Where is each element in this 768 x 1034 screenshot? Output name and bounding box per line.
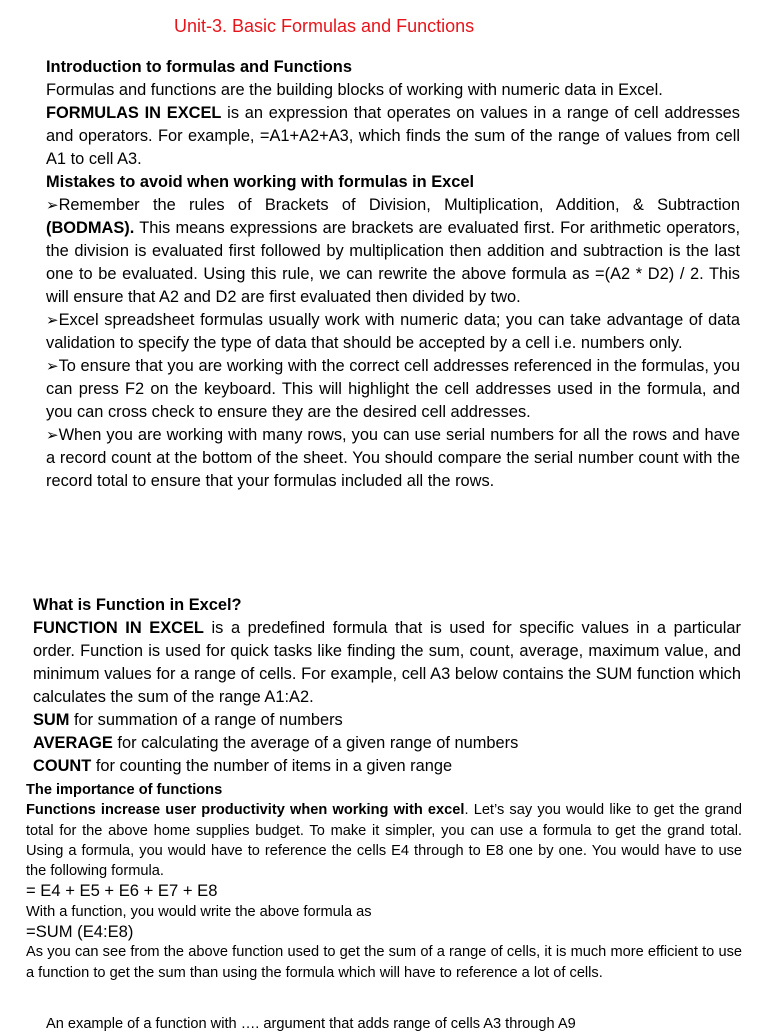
bullet-cell-addresses: ➢To ensure that you are working with the correct cell addresses referenced in the formulas, you can press F2 on the keyboard. This will highlight the cell addresses used in the formula, and you can cross check to ensure they are the desired cell addresses. [46,357,740,421]
bullet-data-validation: ➢Excel spreadsheet formulas usually work with numeric data; you can take advantage of data validation to specify the type of data that should be accepted by a cell i.e. numbers only. [46,311,740,352]
arrow-bullet-icon: ➢ [46,197,59,214]
formula-long: = E4 + E5 + E6 + E7 + E8 [26,881,218,901]
intro-section [46,56,740,493]
arrow-bullet-icon: ➢ [46,358,59,375]
function-label: FUNCTION IN EXCEL [33,619,204,637]
intro-heading: Introduction to formulas and Functions [46,58,352,76]
arrow-bullet-icon: ➢ [46,427,59,444]
count-line: COUNT for counting the number of items in a given range [33,757,453,775]
arrow-bullet-icon: ➢ [46,312,59,329]
formulas-label: FORMULAS IN EXCEL [46,104,222,122]
conclusion-paragraph: As you can see from the above function used to get the sum of a range of cells, it is much more efficient to use a function to get the sum than using the formula which will have to reference a lot of cells. [26,944,742,981]
importance-section [26,780,742,983]
importance-heading: The importance of functions [26,782,223,798]
bullet-serial-numbers: ➢When you are working with many rows, you can use serial numbers for all the rows and have a record count at the bottom of the sheet. You should compare the serial number count with the record total to ensure that your formulas included all the rows. [46,426,740,490]
importance-paragraph: Functions increase user productivity when working with excel. Let’s say you would like to get the grand total for the above home supplies budget. To make it simpler, you can use a formula to get the grand total. Using a formula, you would have to reference the cells E4 through to E8 one by one. You would have to use the following formula. [26,802,742,880]
function-paragraph: FUNCTION IN EXCEL is a predefined formula that is used for specific values in a particular order. Function is used for quick tasks like finding the sum, count, average, maximum value, and minimum values for a range of cells. For example, cell A3 below contains the SUM function which calculates the sum of the range A1:A2. [33,619,741,706]
sum-line: SUM for summation of a range of numbers [33,711,343,729]
bullet-bodmas: ➢Remember the rules of Brackets of Division, Multiplication, Addition, & Subtraction (BODMAS). This means expressions are brackets are evaluated first. For arithmetic operators, the division is evaluated first followed by multiplication then addition and subtraction is the last one to be evaluated. Using this rule, we can rewrite the above formula as =(A2 * D2) / 2. This will ensure that A2 and D2 are first evaluated then divided by two. [46,196,740,306]
page-title: Unit-3. Basic Formulas and Functions [174,16,475,36]
intro-text: Formulas and functions are the building blocks of working with numeric data in Excel. [46,81,663,99]
mistakes-heading: Mistakes to avoid when working with formulas in Excel [46,173,475,191]
formulas-paragraph [46,102,740,171]
with-function-text: With a function, you would write the above formula as [26,903,372,920]
average-line: AVERAGE for calculating the average of a given range of numbers [33,734,519,752]
function-section [33,594,741,778]
formula-sum: =SUM (E4:E8) [26,922,134,942]
formulas-text: is an expression that operates on values in a range of cell addresses and operators. For example, =A1+A2+A3, which finds the sum of the range of values from cell A1 to cell A3. [46,104,740,168]
function-heading: What is Function in Excel? [33,596,242,614]
cutoff-line: An example of a function with …. argument that adds range of cells A3 through A9 [46,1016,576,1032]
